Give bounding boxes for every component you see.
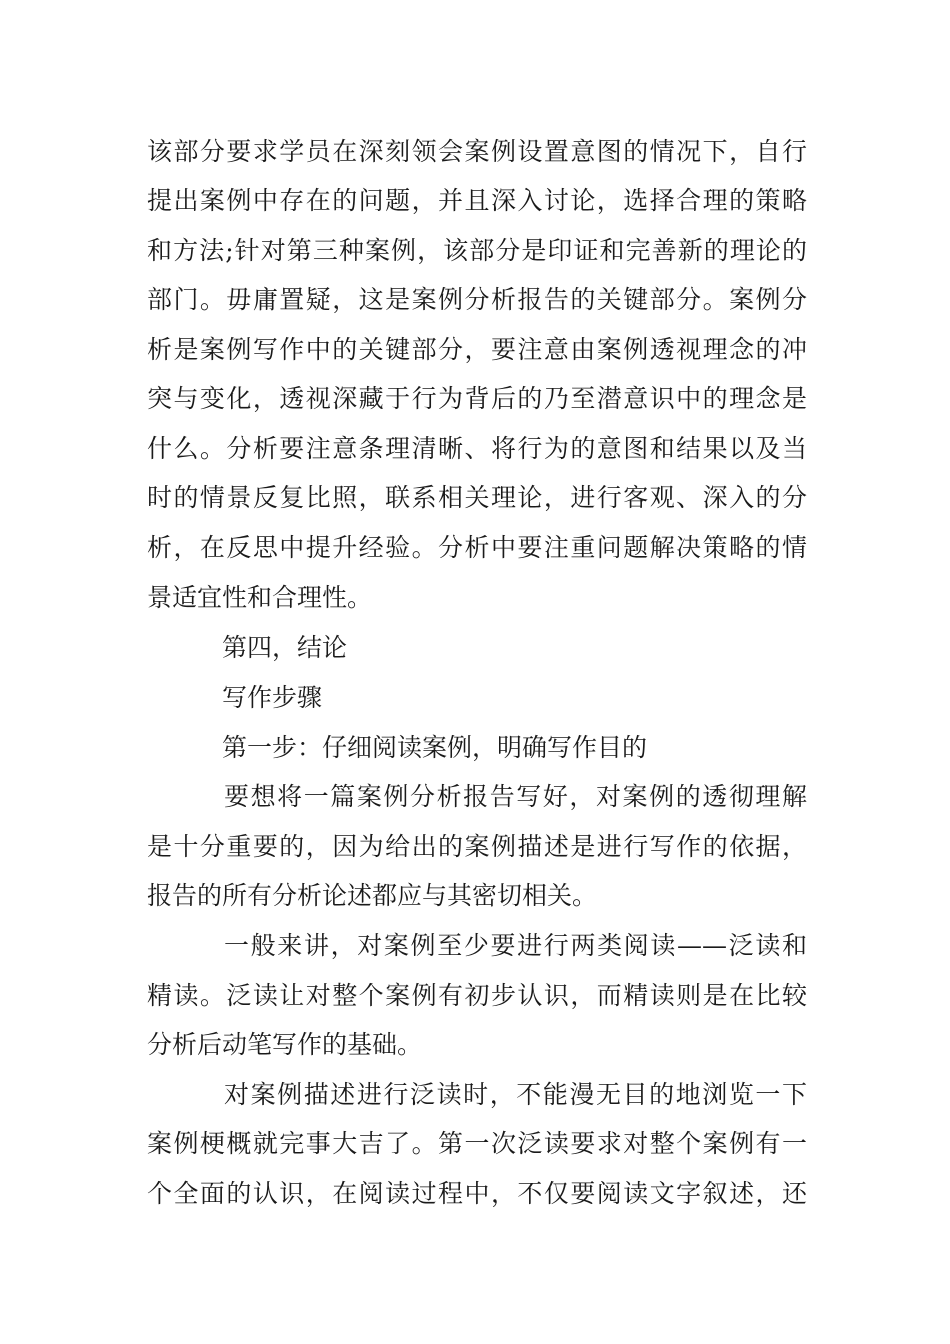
paragraph-line: 个全面的认识，在阅读过程中，不仅要阅读文字叙述，还 [147, 1179, 807, 1208]
paragraph-line: 要想将一篇案例分析报告写好，对案例的透彻理解 [224, 782, 807, 811]
paragraph-line: 分析后动笔写作的基础。 [147, 1030, 423, 1059]
paragraph-line: 是十分重要的，因为给出的案例描述是进行写作的依据， [147, 832, 807, 861]
paragraph-line: 案例梗概就完事大吉了。第一次泛读要求对整个案例有一 [147, 1129, 807, 1158]
paragraph-line: 景适宜性和合理性。 [147, 583, 373, 612]
paragraph-line: 突与变化，透视深藏于行为背后的乃至潜意识中的理念是 [147, 384, 807, 413]
section-heading: 写作步骤 [222, 683, 323, 712]
paragraph-line: 报告的所有分析论述都应与其密切相关。 [147, 881, 598, 910]
paragraph-line: 析，在反思中提升经验。分析中要注重问题解决策略的情 [147, 533, 807, 562]
paragraph-line: 部门。毋庸置疑，这是案例分析报告的关键部分。案例分 [147, 285, 807, 314]
paragraph-line: 什么。分析要注意条理清晰、将行为的意图和结果以及当 [147, 434, 807, 463]
section-heading: 第四，结论 [222, 633, 348, 662]
step-heading: 第一步：仔细阅读案例，明确写作目的 [222, 733, 648, 762]
paragraph-line: 一般来讲，对案例至少要进行两类阅读——泛读和 [224, 931, 807, 960]
paragraph-line: 时的情景反复比照，联系相关理论，进行客观、深入的分 [147, 483, 807, 512]
paragraph-line: 对案例描述进行泛读时，不能漫无目的地浏览一下 [224, 1080, 807, 1109]
paragraph-line: 和方法;针对第三种案例，该部分是印证和完善新的理论的 [147, 236, 807, 265]
paragraph-line: 精读。泛读让对整个案例有初步认识，而精读则是在比较 [147, 981, 807, 1010]
paragraph-line: 该部分要求学员在深刻领会案例设置意图的情况下，自行 [147, 137, 807, 166]
paragraph-line: 析是案例写作中的关键部分，要注意由案例透视理念的冲 [147, 335, 807, 364]
paragraph-line: 提出案例中存在的问题，并且深入讨论，选择合理的策略 [147, 186, 807, 215]
